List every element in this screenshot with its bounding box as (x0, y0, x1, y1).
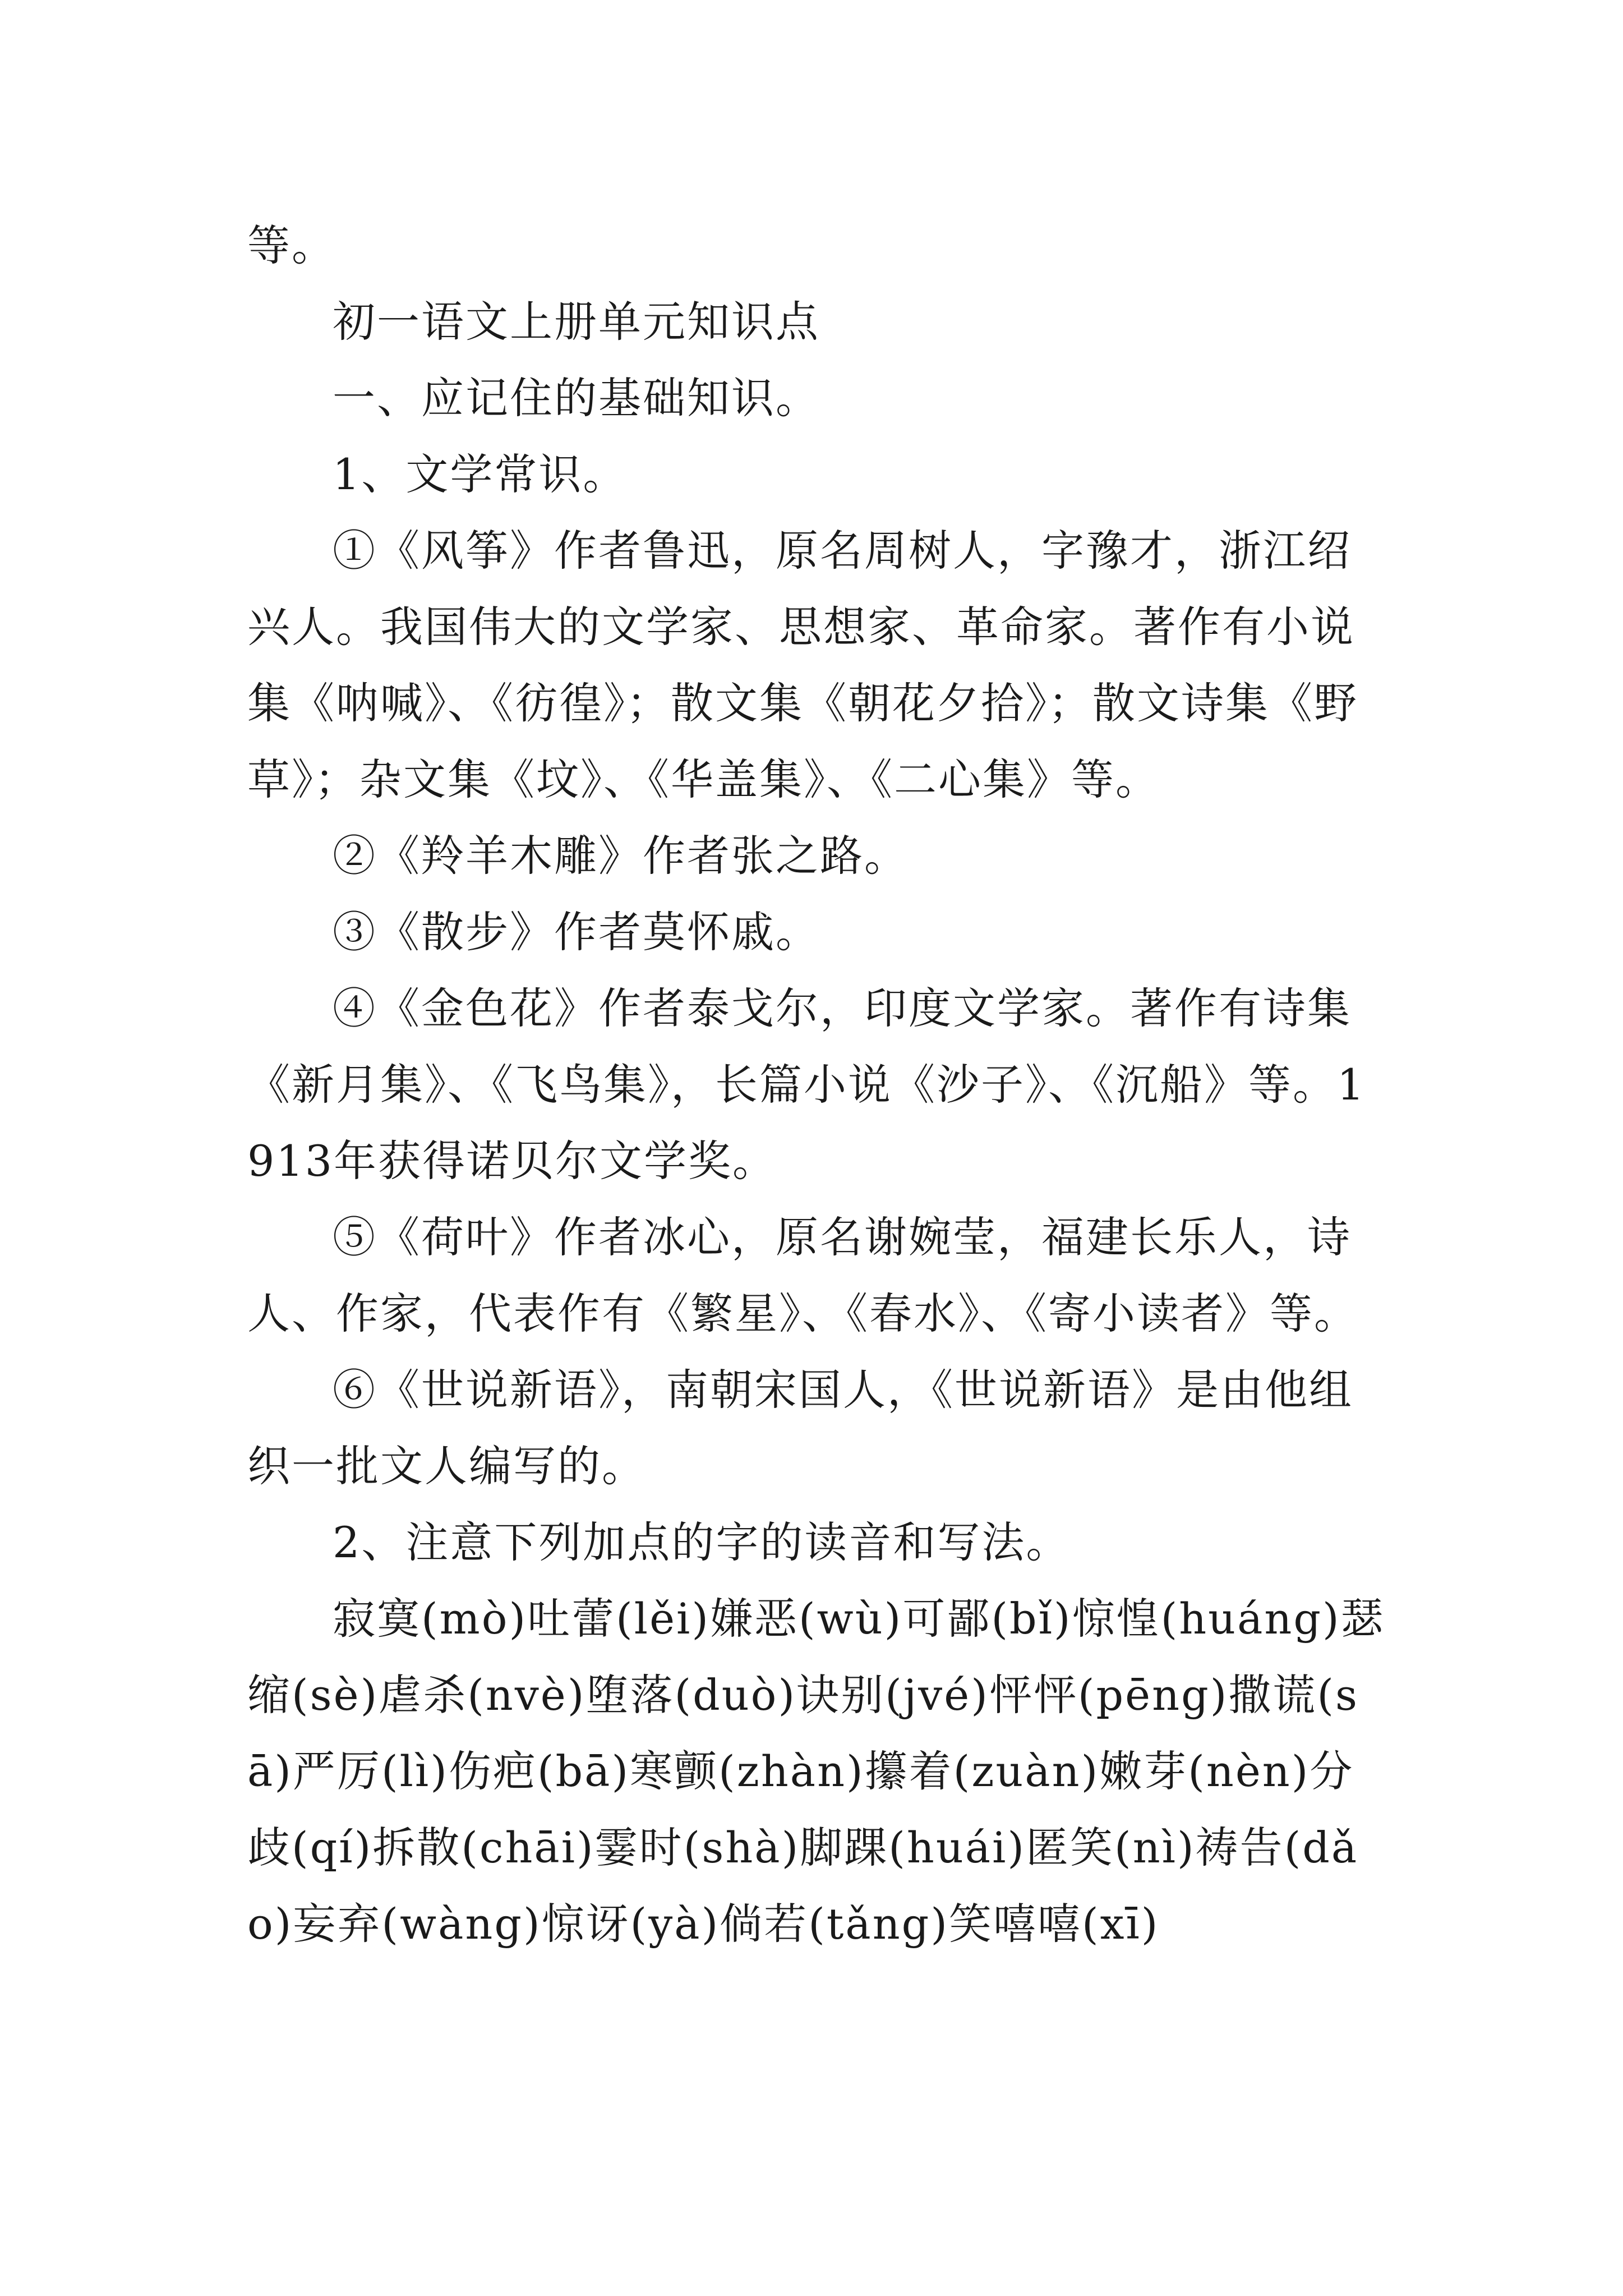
section-heading: 一、应记住的基础知识。 (333, 373, 820, 423)
section-title: 初一语文上册单元知识点 (333, 297, 820, 347)
paragraph-shishuo-xinyu: ⑥《世说新语》，南朝宋国人，《世说新语》是由他组织一批文人编写的。 (247, 1365, 1353, 1491)
paragraph-lu-xun: ①《风筝》作者鲁迅，原名周树人，字豫才，浙江绍兴人。我国伟大的文学家、思想家、革命家。著作有小说集《呐喊》、《彷徨》；散文集《朝花夕拾》；散文诗集《野草》；杂文集《坟》、《华盖集》、《二心集》等。 (247, 526, 1358, 804)
paragraph-sanbu: ③《散步》作者莫怀戚。 (333, 907, 820, 957)
document-body (247, 208, 1391, 1962)
subsection-heading-literature: 1、文学常识。 (333, 449, 628, 499)
paragraph-tagore: ④《金色花》作者泰戈尔，印度文学家。著作有诗集《新月集》、《飞鸟集》，长篇小说《沙子》、《沉船》等。1913年获得诺贝尔文学奖。 (247, 983, 1366, 1186)
paragraph-pronunciation-list: 寂寞(mò)吐蕾(lěi)嫌恶(wù)可鄙(bǐ)惊惶(huáng)瑟缩(sè)虐杀(nvè)堕落(duò)诀别(jvé)怦怦(pēng)撒谎(sā)严厉(lì)伤疤(bā)寒颤(zhàn)攥着(zuàn)嫩芽(nèn)分歧(qí)拆散(chāi)霎时(shà)脚踝(huái)匿笑(nì)祷告(dǎo)妄弃(wàng)惊讶(yà)倘若(tǎng)笑嘻嘻(xī) (247, 1594, 1385, 1949)
subsection-heading-pronunciation: 2、注意下列加点的字的读音和写法。 (333, 1517, 1071, 1567)
paragraph-bing-xin: ⑤《荷叶》作者冰心，原名谢婉莹，福建长乐人，诗人、作家，代表作有《繁星》、《春水》、《寄小读者》等。 (247, 1212, 1358, 1338)
paragraph-continuation: 等。 (247, 220, 336, 270)
paragraph-lingyang-mudiao: ②《羚羊木雕》作者张之路。 (333, 831, 909, 881)
